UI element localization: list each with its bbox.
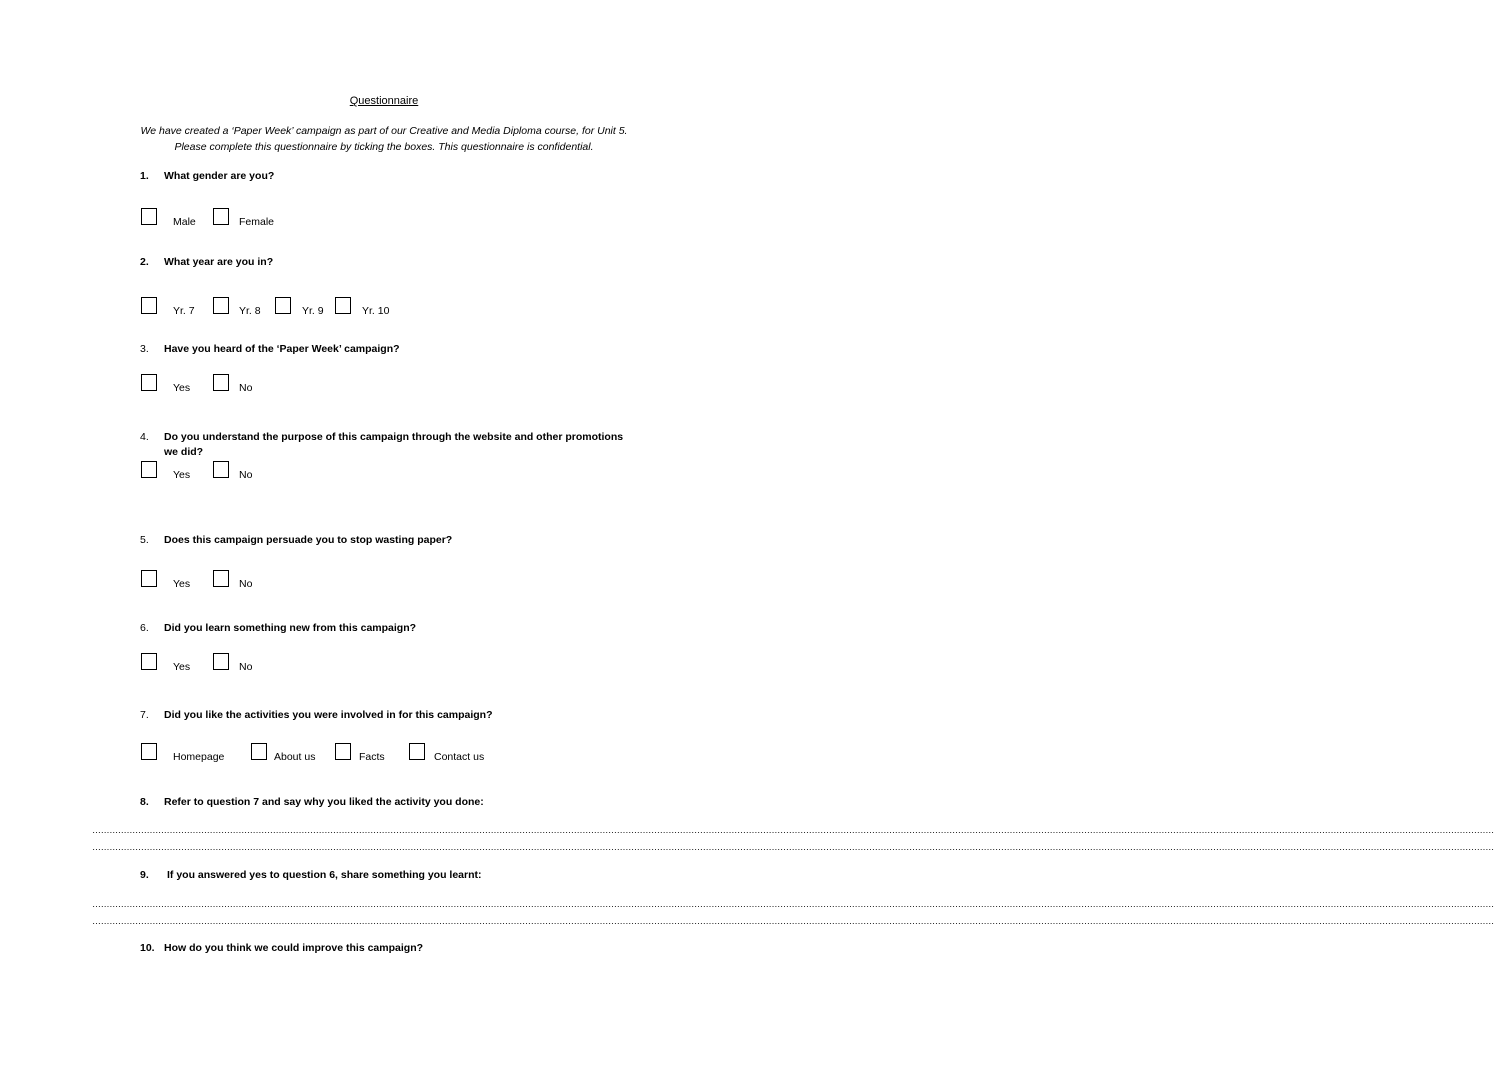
option-q4-no: No [239,469,253,481]
answer-line-q8-1[interactable]: ………………………………………………………………………………………………………………………………………………………………………………………………………………………………………………………………………………………………………………………………………………………………………………………………………………………………………………… [92,825,1494,835]
option-q3-yes: Yes [173,382,191,394]
option-about-us: About us [274,751,316,763]
question-3-text: Have you heard of the ‘Paper Week’ campaign? [164,343,400,355]
question-4-number: 4. [140,431,149,443]
checkbox-facts[interactable] [335,743,351,760]
answer-line-q9-1[interactable]: ………………………………………………………………………………………………………………………………………………………………………………………………………………………………………………………………………………………………………………………………………………………………………………………………………………………………………………… [92,899,1494,909]
checkbox-q5-no[interactable] [213,570,229,587]
question-8-text: Refer to question 7 and say why you liked the activity you done: [164,796,484,808]
option-yr9: Yr. 9 [302,305,324,317]
option-male: Male [173,216,196,228]
option-yr7: Yr. 7 [173,305,195,317]
question-2-text: What year are you in? [164,256,274,268]
checkbox-q4-no[interactable] [213,461,229,478]
answer-line-q8-2[interactable]: ………………………………………………………………………………………………………………………………………………………………………………………………………………………………………………………………………………………………………………………………………………………………………………………………………………………………………………… [92,842,1494,852]
option-female: Female [239,216,275,228]
option-yr8: Yr. 8 [239,305,261,317]
question-2-number: 2. [140,256,149,268]
option-q5-yes: Yes [173,578,191,590]
checkbox-contact-us[interactable] [409,743,425,760]
question-6-text: Did you learn something new from this campaign? [164,622,417,634]
question-3-number: 3. [140,343,149,355]
checkbox-q6-no[interactable] [213,653,229,670]
question-1-text: What gender are you? [164,170,275,182]
question-7-number: 7. [140,709,149,721]
question-5-number: 5. [140,534,149,546]
intro-line-1: We have created a ‘Paper Week’ campaign as part of our Creative and Media Diploma course, for Unit 5. [140,125,628,137]
question-10-text: How do you think we could improve this campaign? [164,942,424,954]
checkbox-homepage[interactable] [141,743,157,760]
option-homepage: Homepage [173,751,225,763]
checkbox-q3-no[interactable] [213,374,229,391]
question-8-number: 8. [140,796,149,808]
option-yr10: Yr. 10 [362,305,390,317]
question-1-number: 1. [140,170,149,182]
checkbox-yr7[interactable] [141,297,157,314]
question-4-text: Do you understand the purpose of this campaign through the website and other promotions [164,431,624,443]
checkbox-yr8[interactable] [213,297,229,314]
question-7-text: Did you like the activities you were involved in for this campaign? [164,709,493,721]
checkbox-yr10[interactable] [335,297,351,314]
checkbox-female[interactable] [213,208,229,225]
checkbox-q5-yes[interactable] [141,570,157,587]
answer-line-q9-2[interactable]: ………………………………………………………………………………………………………………………………………………………………………………………………………………………………………………………………………………………………………………………………………………………………………………………………………………………………………………… [92,916,1494,926]
checkbox-yr9[interactable] [275,297,291,314]
question-9-number: 9. [140,869,149,881]
option-contact-us: Contact us [434,751,485,763]
option-facts: Facts [359,751,385,763]
checkbox-male[interactable] [141,208,157,225]
option-q3-no: No [239,382,253,394]
intro-line-2: Please complete this questionnaire by ticking the boxes. This questionnaire is confidential. [174,141,594,153]
option-q4-yes: Yes [173,469,191,481]
question-10-number: 10. [140,942,155,954]
option-q5-no: No [239,578,253,590]
checkbox-q6-yes[interactable] [141,653,157,670]
checkbox-q3-yes[interactable] [141,374,157,391]
option-q6-no: No [239,661,253,673]
page-title: Questionnaire [349,95,419,107]
question-4-text-cont: we did? [164,446,204,458]
question-5-text: Does this campaign persuade you to stop wasting paper? [164,534,453,546]
question-6-number: 6. [140,622,149,634]
question-9-text: If you answered yes to question 6, share something you learnt: [167,869,482,881]
option-q6-yes: Yes [173,661,191,673]
checkbox-q4-yes[interactable] [141,461,157,478]
checkbox-about-us[interactable] [251,743,267,760]
